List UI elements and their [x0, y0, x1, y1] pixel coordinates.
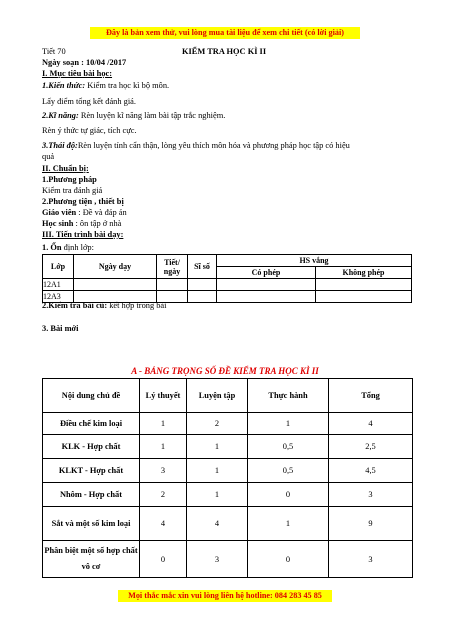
teacher-label: Giáo viên [42, 208, 77, 217]
preview-banner: Đây là bản xem thử, vui lòng mua tài liệu để xem chi tiết (có lời giải) [90, 27, 360, 39]
attendance-table [42, 254, 412, 303]
table-row [43, 435, 413, 459]
value-cell: 4 [140, 507, 187, 541]
value-cell: 4,5 [329, 459, 413, 483]
value-cell: 4 [329, 413, 413, 435]
value-cell: 0,5 [248, 435, 329, 459]
value-cell: 3 [329, 483, 413, 507]
topic-cell: Nhôm - Hợp chất [43, 483, 140, 507]
topic-cell: Phân biệt một số hợp chất vô cơ [43, 541, 140, 578]
value-cell: 1 [248, 507, 329, 541]
value-cell: 1 [248, 413, 329, 435]
table-row [43, 279, 412, 291]
table-row [43, 459, 413, 483]
topic-cell: KLK - Hợp chất [43, 435, 140, 459]
objectives-heading: I. Mục tiêu bài học: [42, 69, 113, 78]
col-level: Tiết/ ngày [157, 255, 188, 279]
value-cell: 1 [187, 483, 248, 507]
knowledge-label: 1.Kiến thức: [42, 81, 86, 90]
attitude-line2: quả [42, 152, 55, 161]
student-text: : ôn tập ở nhà [73, 219, 122, 228]
weight-matrix-table [42, 378, 413, 578]
knowledge-text: Kiểm tra học kì bộ môn. [85, 81, 170, 90]
procedure-heading: III. Tiến trình bài dạy: [42, 230, 124, 239]
matrix-header-practice: Luyện tập [187, 379, 248, 413]
step1-line [42, 242, 94, 253]
teacher-text: : Đề và đáp án [76, 208, 127, 217]
value-cell: 0 [248, 483, 329, 507]
value-cell: 3 [140, 459, 187, 483]
knowledge-line [42, 80, 169, 91]
student-line [42, 218, 121, 229]
matrix-header-row [43, 379, 413, 413]
value-cell: 3 [187, 541, 248, 578]
attitude-label: 3.Thái độ: [42, 141, 78, 150]
value-cell: 4 [187, 507, 248, 541]
topic-cell: Điều chế kim loại [43, 413, 140, 435]
table-row [43, 483, 413, 507]
matrix-title: A - BẢNG TRỌNG SỐ ĐỀ KIỂM TRA HỌC KÌ II [131, 366, 319, 376]
step2-text: kết hợp trong bài [107, 301, 167, 310]
class-cell: 12A1 [43, 279, 74, 291]
matrix-header-theory: Lý thuyết [140, 379, 187, 413]
table-row [43, 413, 413, 435]
col-total: Sĩ số [188, 255, 217, 279]
value-cell: 2 [140, 483, 187, 507]
value-cell: 1 [140, 435, 187, 459]
col-permitted: Có phép [217, 267, 316, 279]
topic-cell: KLKT - Hợp chất [43, 459, 140, 483]
attendance-header-row [43, 255, 412, 267]
table-row [43, 507, 413, 541]
student-label: Học sinh [42, 219, 74, 228]
means-label: 2.Phương tiện , thiết bị [42, 197, 124, 206]
value-cell: 2 [187, 413, 248, 435]
col-class: Lớp [43, 255, 74, 279]
value-cell: 1 [187, 435, 248, 459]
step2-line [42, 300, 166, 311]
class-cell: 12A3 [43, 291, 74, 303]
teacher-line [42, 207, 127, 218]
value-cell: 9 [329, 507, 413, 541]
value-cell: 2,5 [329, 435, 413, 459]
matrix-header-total: Tổng [329, 379, 413, 413]
matrix-header-lab: Thực hành [248, 379, 329, 413]
step2-label: 2.Kiểm tra bài cũ: [42, 301, 108, 310]
col-unpermitted: Không phép [316, 267, 412, 279]
value-cell: 0,5 [248, 459, 329, 483]
knowledge-line2: Lấy điểm tổng kết đánh giá. [42, 97, 136, 106]
col-absent: HS vắng [217, 255, 412, 267]
step1-label: 1. Ổn [42, 243, 62, 252]
skill-text: Rèn luyện kĩ năng làm bài tập trắc nghiệm. [78, 111, 226, 120]
attitude-line [42, 140, 350, 151]
table-row [43, 541, 413, 578]
value-cell: 1 [140, 413, 187, 435]
lesson-number: Tiết 70 [42, 47, 66, 56]
method-text: Kiểm tra đánh giá [42, 186, 103, 195]
value-cell: 0 [248, 541, 329, 578]
value-cell: 1 [187, 459, 248, 483]
page-title: KIỂM TRA HỌC KÌ II [182, 47, 267, 56]
topic-cell: Sắt và một số kim loại [43, 507, 140, 541]
matrix-header-topic: Nội dung chủ đề [43, 379, 140, 413]
prep-date: Ngày soạn : 10/04 /2017 [42, 58, 127, 67]
method-label: 1.Phương pháp [42, 175, 97, 184]
step1-text: định lớp: [61, 243, 94, 252]
value-cell: 3 [329, 541, 413, 578]
attitude-text: Rèn luyện tính cẩn thận, lòng yêu thích môn hóa và phương pháp học tập có hiệu [77, 141, 350, 150]
skill-label: 2.Kĩ năng: [42, 111, 79, 120]
step3-line: 3. Bài mới [42, 324, 79, 333]
col-day: Ngày dạy [74, 255, 157, 279]
value-cell: 0 [140, 541, 187, 578]
skill-line [42, 110, 225, 121]
skill-line2: Rèn ý thức tự giác, tích cực. [42, 126, 137, 135]
hotline-banner: Mọi thắc mắc xin vui lòng liên hệ hotline: 084 283 45 85 [118, 590, 332, 602]
preparation-heading: II. Chuẩn bị: [42, 164, 89, 173]
